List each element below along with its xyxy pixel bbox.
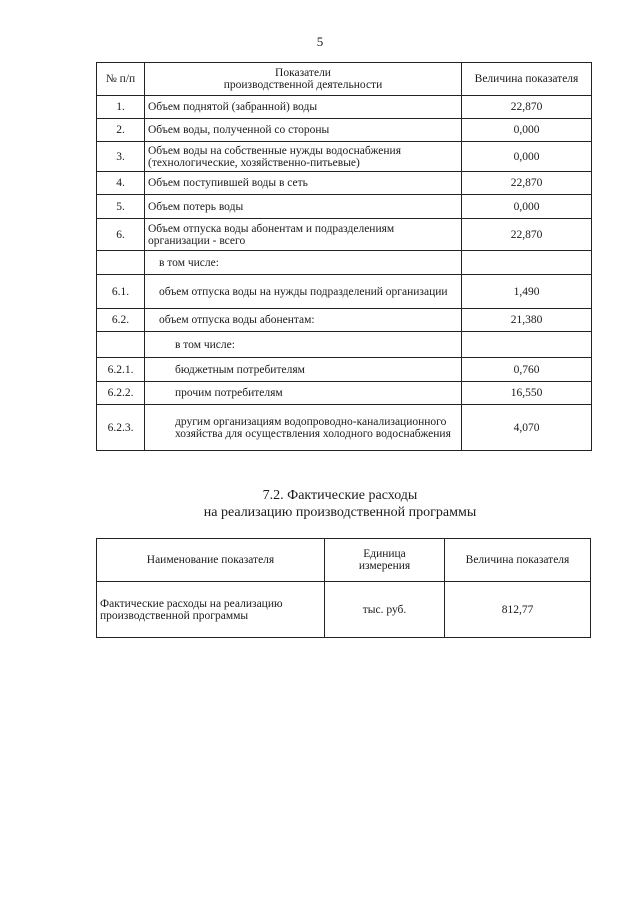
header-value: Величина показателя xyxy=(445,539,591,582)
table-row xyxy=(97,251,592,275)
row-num: 5. xyxy=(97,195,145,219)
row-value: 16,550 xyxy=(462,382,592,405)
row-value: 0,000 xyxy=(462,195,592,219)
header-unit-line2: измерения xyxy=(358,560,411,572)
row-label: объем отпуска воды абонентам: xyxy=(145,309,462,332)
production-indicators-table xyxy=(96,62,592,451)
row-num: 4. xyxy=(97,172,145,195)
row-value: 0,000 xyxy=(462,119,592,142)
table-row xyxy=(97,195,592,219)
row-value: 812,77 xyxy=(445,582,591,638)
table-row xyxy=(97,275,592,309)
row-value: 22,870 xyxy=(462,172,592,195)
row-num: 1. xyxy=(97,96,145,119)
table-row xyxy=(97,405,592,451)
table-row xyxy=(97,358,592,382)
row-value: 21,380 xyxy=(462,309,592,332)
row-unit: тыс. руб. xyxy=(325,582,445,638)
table-header-row xyxy=(97,63,592,96)
header-indicator-line2: производственной деятельности xyxy=(223,79,383,91)
row-label: в том числе: xyxy=(145,251,462,275)
table-row xyxy=(97,142,592,172)
row-label: бюджетным потребителям xyxy=(145,358,462,382)
row-num: 6.2.1. xyxy=(97,358,145,382)
page-number: 5 xyxy=(316,34,324,49)
section-title-line2: на реализацию производственной программы xyxy=(203,505,477,520)
header-name: Наименование показателя xyxy=(97,539,325,582)
table-row xyxy=(97,172,592,195)
row-value: 4,070 xyxy=(462,405,592,451)
row-label: другим организациям водопроводно-канализационного хозяйства для осуществления холодного водоснабжения xyxy=(145,405,462,451)
table-row xyxy=(97,309,592,332)
header-value: Величина показателя xyxy=(462,63,592,96)
row-label: в том числе: xyxy=(145,332,462,358)
row-name: Фактические расходы на реализацию производственной программы xyxy=(97,582,325,638)
table-row xyxy=(97,582,591,638)
row-label: Объем воды на собственные нужды водоснабжения (технологические, хозяйственно-питьевые) xyxy=(145,142,462,172)
row-value xyxy=(462,332,592,358)
row-value: 0,000 xyxy=(462,142,592,172)
table-row xyxy=(97,119,592,142)
row-value: 22,870 xyxy=(462,219,592,251)
row-num: 6.2. xyxy=(97,309,145,332)
header-indicator-line1: Показатели xyxy=(275,67,331,79)
table-row xyxy=(97,96,592,119)
row-num: 6.2.3. xyxy=(97,405,145,451)
row-label: Объем потерь воды xyxy=(145,195,462,219)
row-num: 2. xyxy=(97,119,145,142)
table-row xyxy=(97,332,592,358)
section-title xyxy=(0,487,640,521)
row-num: 6. xyxy=(97,219,145,251)
row-label: Объем поднятой (забранной) воды xyxy=(145,96,462,119)
table-header-row xyxy=(97,539,591,582)
row-value: 22,870 xyxy=(462,96,592,119)
row-value: 1,490 xyxy=(462,275,592,309)
row-num: 6.1. xyxy=(97,275,145,309)
row-num: 6.2.2. xyxy=(97,382,145,405)
row-value xyxy=(462,251,592,275)
row-num: 3. xyxy=(97,142,145,172)
row-label: Объем поступившей воды в сеть xyxy=(145,172,462,195)
row-label: Объем воды, полученной со стороны xyxy=(145,119,462,142)
row-label: Объем отпуска воды абонентам и подразделениям организации - всего xyxy=(145,219,462,251)
table-row xyxy=(97,219,592,251)
header-unit-line1: Единица xyxy=(363,548,406,560)
header-indicator xyxy=(145,63,462,96)
row-num xyxy=(97,251,145,275)
section-title-line1: 7.2. Фактические расходы xyxy=(262,488,418,503)
row-num xyxy=(97,332,145,358)
row-label: объем отпуска воды на нужды подразделений организации xyxy=(145,275,462,309)
header-num: № п/п xyxy=(97,63,145,96)
row-value: 0,760 xyxy=(462,358,592,382)
row-label: прочим потребителям xyxy=(145,382,462,405)
table-row xyxy=(97,382,592,405)
actual-expenses-table xyxy=(96,538,591,638)
header-unit xyxy=(325,539,445,582)
